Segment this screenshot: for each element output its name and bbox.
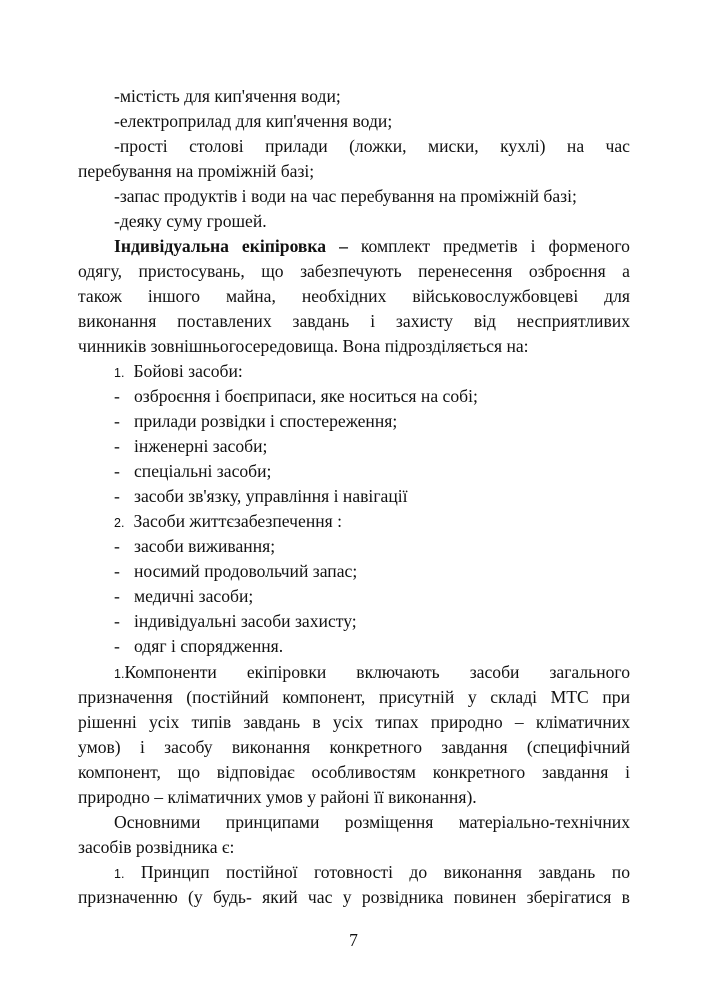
list-item: -містість для кип'ячення води; <box>114 86 341 106</box>
paragraph-line: також іншого майна, необхідних військовослужбовцеві для <box>78 286 630 306</box>
list-item: -запас продуктів і води на час перебування на проміжній базі; <box>114 186 577 206</box>
list-item: - носимий продовольчий запас; <box>114 561 358 581</box>
page-number: 7 <box>349 930 358 950</box>
paragraph-line: компонент, що відповідає особливостям конкретного завдання і <box>78 762 630 782</box>
paragraph-line: 1. Принцип постійної готовності до виконання завдань по <box>114 862 630 882</box>
paragraph-line: рішенні усіх типів завдань в усіх типах природно – кліматичних <box>78 712 630 732</box>
paragraph-line: природно – кліматичних умов у районі її виконання). <box>78 787 477 807</box>
numbered-heading: 2. Засоби життєзабезпечення : <box>114 511 343 531</box>
paragraph-line: чинників зовнішньогосередовища. Вона підрозділяється на: <box>78 336 529 356</box>
list-item: - індивідуальні засоби захисту; <box>114 611 357 631</box>
list-item: - інженерні засоби; <box>114 436 268 456</box>
list-item: - спеціальні засоби; <box>114 461 272 481</box>
paragraph-line: умов) і засобу виконання конкретного завдання (специфічний <box>78 737 630 757</box>
paragraph-line: засобів розвідника є: <box>78 837 235 857</box>
paragraph-line: одягу, пристосувань, що забезпечують перенесення озброєння а <box>78 261 630 281</box>
list-item-continuation: перебування на проміжній базі; <box>78 161 315 181</box>
list-item: - прилади розвідки і спостереження; <box>114 411 398 431</box>
paragraph-line: призначення (постійний компонент, присутній у складі МТС при <box>78 687 630 707</box>
list-item: -деяку суму грошей. <box>114 211 267 231</box>
list-item: - медичні засоби; <box>114 586 254 606</box>
list-item: -прості столові прилади (ложки, миски, кухлі) на час <box>114 136 630 156</box>
paragraph-line: Індивідуальна екіпіровка – комплект предметів і форменого <box>114 236 630 256</box>
list-item: - озброєння і боєприпаси, яке носиться на собі; <box>114 386 478 406</box>
list-item: - засоби виживання; <box>114 536 276 556</box>
list-item: - одяг і спорядження. <box>114 636 284 656</box>
term: Індивідуальна екіпіровка – <box>114 236 348 256</box>
numbered-heading: 1. Бойові засоби: <box>114 361 243 381</box>
list-item: - засоби зв'язку, управління і навігації <box>114 486 408 506</box>
paragraph-line: виконання поставлених завдань і захисту від несприятливих <box>78 311 630 331</box>
paragraph-line: 1.Компоненти екіпіровки включають засоби загального <box>114 662 630 682</box>
paragraph-line: Основними принципами розміщення матеріально-технічних <box>114 812 630 832</box>
list-item: -електроприлад для кип'ячення води; <box>114 111 393 131</box>
paragraph-line: призначенню (у будь- який час у розвідника повинен зберігатися в <box>78 887 630 907</box>
